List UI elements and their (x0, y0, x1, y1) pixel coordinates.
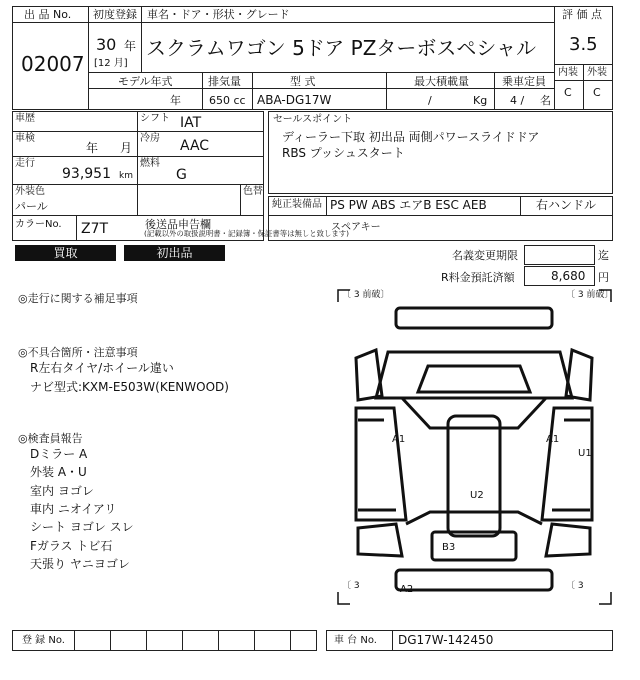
divider (12, 156, 264, 157)
model-year-label: モデル年式 (118, 75, 173, 88)
divider (554, 6, 555, 110)
exterior-grade: C (593, 86, 601, 99)
lot-number: 02007 (21, 52, 85, 76)
report-line-4: 車内 ニオイアリ (30, 502, 117, 516)
mileage-unit: km (119, 171, 133, 181)
divider (88, 22, 554, 23)
mileage-label: 走行 (15, 158, 35, 169)
model-year-unit: 年 (170, 94, 181, 107)
report-line-3: 室内 ヨゴレ (30, 484, 94, 498)
inspection-year: 年 (86, 141, 99, 155)
name-change-suffix: 迄 (598, 249, 609, 262)
divider (520, 196, 521, 215)
divider (254, 630, 255, 651)
ac-label: 冷房 (140, 133, 160, 144)
exterior-label: 外装 (587, 67, 607, 78)
aftermarket-label: 後送品申告欄 (145, 218, 211, 231)
divider (88, 72, 554, 73)
divider (202, 72, 203, 110)
type-value: ABA-DG17W (257, 93, 332, 107)
max-load-unit: Kg (473, 94, 488, 107)
divider (12, 215, 264, 216)
divider (12, 131, 264, 132)
divider (252, 72, 253, 110)
defects-title: ◎不具合箇所・注意事項 (18, 346, 138, 359)
divider (392, 630, 393, 651)
divider (182, 630, 183, 651)
divider (218, 630, 219, 651)
defect-line-1: R左右タイヤ/ホイール違い (30, 361, 174, 375)
color-no-label: カラーNo. (15, 219, 62, 230)
mark-a1-right: A1 (546, 434, 560, 445)
first-reg-label: 初度登録 (93, 8, 137, 21)
name-change-field (524, 245, 595, 265)
reg-year-unit: 年 (124, 39, 137, 53)
ext-color-label: 外装色 (15, 186, 45, 197)
defect-line-2: ナビ型式:KXM-E503W(KENWOOD) (30, 380, 229, 394)
running-notes-title: ◎走行に関する補足事項 (18, 292, 138, 305)
recycle-label: R料金預託済額 (441, 271, 515, 284)
divider (88, 88, 554, 89)
color-change-label: 色替 (243, 186, 263, 197)
chassis-label: 車 台 No. (334, 635, 377, 646)
fuel-value: G (176, 167, 187, 183)
report-line-1: Dミラー A (30, 447, 88, 461)
divider (137, 111, 138, 215)
rear-left-grade: 〔 3 (342, 581, 360, 591)
report-line-5: シート ヨゴレ スレ (30, 520, 134, 534)
max-load-slash: / (428, 94, 432, 107)
reg-month: [12 月] (94, 58, 128, 69)
mark-b3: B3 (442, 542, 456, 553)
divider (386, 72, 387, 110)
inspection-label: 車検 (15, 133, 35, 144)
interior-grade: C (564, 86, 572, 99)
first-listing-button[interactable]: 初出品 (124, 245, 225, 261)
score-label: 評 価 点 (562, 8, 602, 21)
report-line-7: 天張り ヤニヨゴレ (30, 557, 130, 571)
divider (583, 64, 584, 110)
car-damage-diagram (336, 288, 613, 606)
divider (240, 184, 241, 215)
ext-color-value: パール (15, 200, 48, 213)
mark-a1-left: A1 (392, 434, 406, 445)
name-change-label: 名義変更期限 (452, 249, 518, 262)
shift-label: シフト (140, 113, 170, 124)
divider (268, 215, 613, 216)
divider (76, 215, 77, 241)
mark-a2: A2 (400, 584, 414, 595)
equipment-label: 純正装備品 (272, 199, 322, 210)
sales-point-line2: RBS プッシュスタート (282, 146, 405, 160)
reg-year: 30 (96, 35, 117, 54)
recycle-unit: 円 (598, 271, 609, 284)
capacity-label: 乗車定員 (502, 75, 546, 88)
lot-label: 出 品 No. (24, 8, 72, 21)
capacity-value: 4 / (510, 94, 525, 107)
reg-no-label: 登 録 No. (22, 635, 65, 646)
recycle-value: 8,680 (551, 269, 586, 283)
divider (290, 630, 291, 651)
inspector-title: ◎検査員報告 (18, 432, 83, 445)
divider (326, 196, 327, 215)
front-right-grade: 〔 3 前破〕 (566, 290, 613, 300)
capacity-unit: 名 (540, 94, 551, 107)
sales-points-label: セールスポイント (273, 114, 353, 125)
steering-side: 右ハンドル (536, 198, 597, 212)
car-name-label: 車名・ドア・形状・グレード (147, 8, 290, 21)
mark-u1: U1 (578, 448, 592, 459)
divider (146, 630, 147, 651)
type-label: 型 式 (290, 75, 316, 88)
history-label: 車歴 (15, 113, 35, 124)
displacement-value: 650 cc (209, 94, 246, 107)
color-no-value: Z7T (81, 221, 109, 237)
equipment-items: PS PW ABS エアB ESC AEB (330, 198, 487, 212)
divider (12, 22, 88, 23)
rear-right-grade: 〔 3 (566, 581, 584, 591)
report-line-2: 外装 A・U (30, 465, 87, 479)
interior-label: 内装 (558, 67, 578, 78)
score-value: 3.5 (569, 34, 598, 55)
max-load-label: 最大積載量 (414, 75, 469, 88)
aftermarket-note: (記載以外の取扱説明書・記録簿・保証書等は無しと致します) (144, 230, 350, 239)
spare-key: スペアキー (331, 222, 381, 233)
front-left-grade: 〔 3 前破〕 (342, 290, 390, 300)
divider (494, 72, 495, 110)
displacement-label: 排気量 (208, 75, 241, 88)
mark-u2: U2 (470, 490, 484, 501)
mileage-value: 93,951 (62, 166, 111, 182)
fuel-label: 燃料 (140, 158, 160, 169)
chassis-number: DG17W-142450 (398, 633, 494, 647)
divider (141, 6, 142, 72)
divider (110, 630, 111, 651)
report-line-6: Fガラス トビ石 (30, 539, 113, 553)
ac-value: AAC (180, 138, 210, 154)
sales-point-line1: ディーラー下取 初出品 両側パワースライドドア (282, 130, 540, 144)
car-name: スクラムワゴン 5ドア PZターボスペシャル (146, 36, 537, 60)
shift-value: IAT (180, 115, 202, 131)
buy-button[interactable]: 買取 (15, 245, 116, 261)
divider (554, 80, 613, 81)
divider (74, 630, 75, 651)
inspection-month: 月 (120, 141, 133, 155)
divider (12, 184, 264, 185)
